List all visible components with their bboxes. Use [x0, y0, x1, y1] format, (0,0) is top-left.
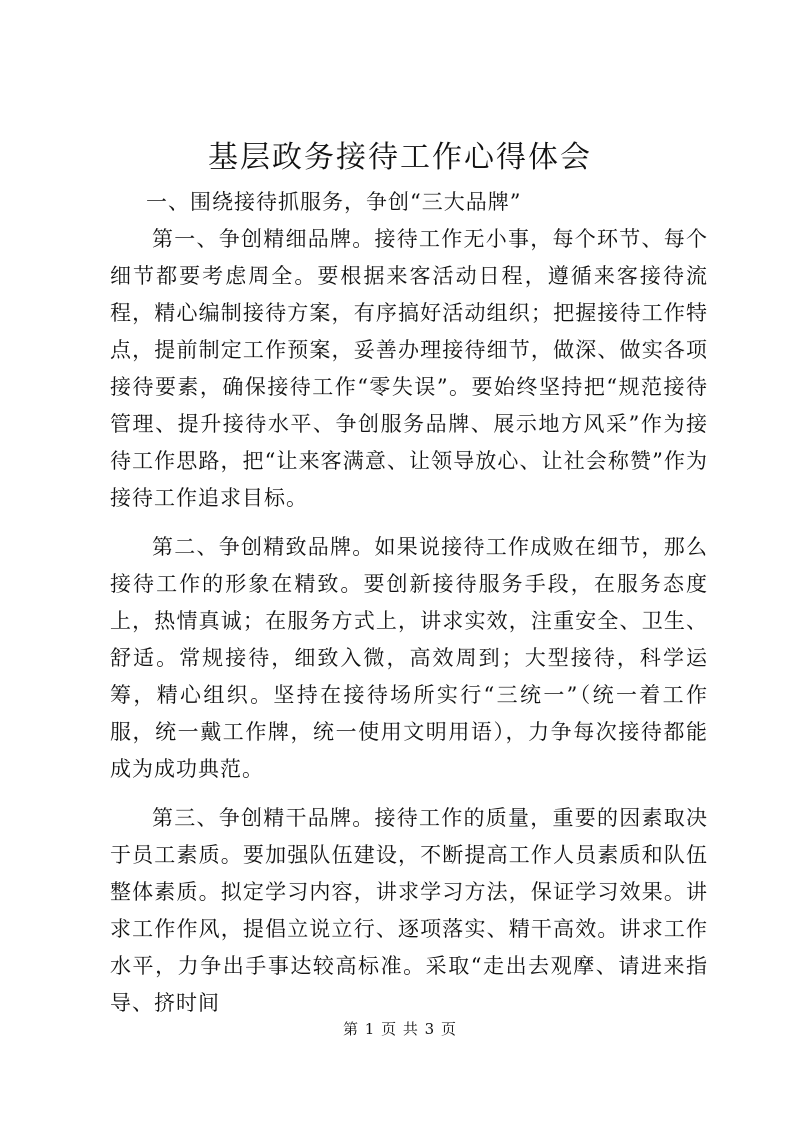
document-title: 基层政务接待工作心得体会	[208, 140, 592, 175]
section-heading: 一、围绕接待抓服务，争创“三大品牌”	[146, 190, 522, 214]
paragraph-3: 第三、争创精干品牌。接待工作的质量，重要的因素取决于员工素质。要加强队伍建设，不断提高工作人员素质和队伍整体素质。拟定学习内容，讲求学习方法，保证学习效果。讲求工作作风，提倡立说立行、逐项落实、精干高效。讲求工作水平，力争出手事达较高标准。采取“走出去观摩、请进来指导、挤时间	[110, 806, 708, 1015]
paragraph-2: 第二、争创精致品牌。如果说接待工作成败在细节，那么接待工作的形象在精致。要创新接待服务手段，在服务态度上，热情真诚；在服务方式上，讲求实效，注重安全、卫生、舒适。常规接待，细致入微，高效周到；大型接待，科学运筹，精心组织。坚持在接待场所实行“三统一”（统一着工作服，统一戴工作牌，统一使用文明用语），力争每次接待都能成为成功典范。	[110, 535, 708, 781]
paragraph-1: 第一、争创精细品牌。接待工作无小事，每个环节、每个细节都要考虑周全。要根据来客活动日程，遵循来客接待流程，精心编制接待方案，有序搞好活动组织；把握接待工作特点，提前制定工作预案，妥善办理接待细节，做深、做实各项接待要素，确保接待工作“零失误”。要始终坚持把“规范接待管理、提升接待水平、争创服务品牌、展示地方风采”作为接待工作思路，把“让来客满意、让领导放心、让社会称赞”作为接待工作追求目标。	[110, 227, 708, 510]
page-footer: 第 1 页 共 3 页	[343, 1020, 457, 1038]
document-body	[110, 184, 708, 1034]
